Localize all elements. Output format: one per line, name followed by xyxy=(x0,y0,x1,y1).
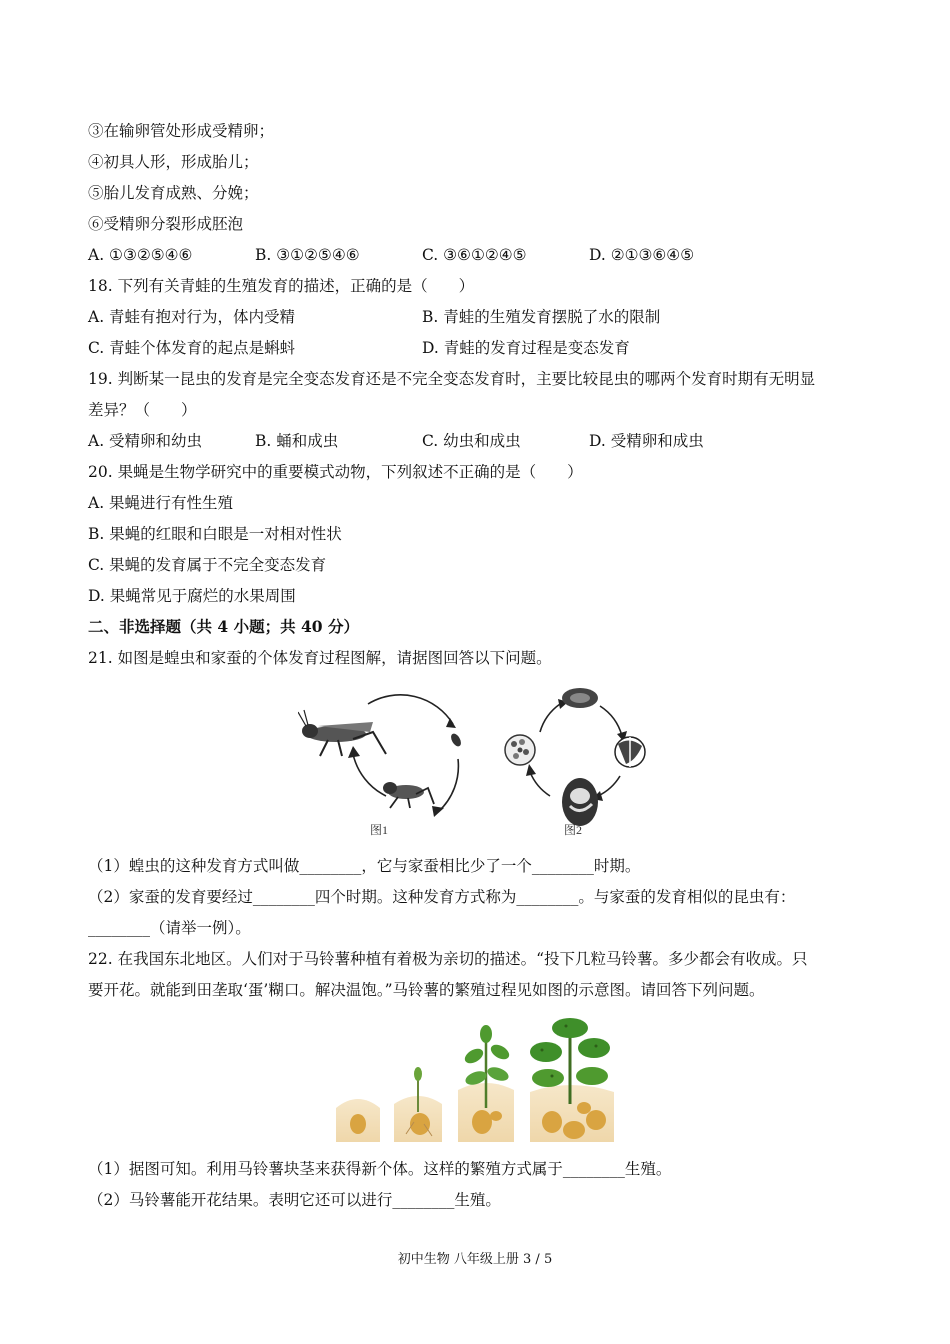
q17-option-a: A. ①③②⑤④⑥ xyxy=(88,246,193,264)
silkworm-life-cycle-figure xyxy=(500,684,650,840)
q19-option-a: A. 受精卵和幼虫 xyxy=(88,432,203,450)
q17-option-b: B. ③①②⑤④⑥ xyxy=(255,246,360,264)
q19-stem-line2: 差异？（ ） xyxy=(88,401,197,419)
potato-stage-4 xyxy=(530,1018,614,1142)
potato-stage-3 xyxy=(458,1025,514,1142)
q21-sub-1: （1）蝗虫的这种发育方式叫做________，它与家蚕相比少了一个________时期。 xyxy=(88,857,641,875)
q18-option-b: B. 青蛙的生殖发育摆脱了水的限制 xyxy=(422,308,661,326)
section-2-heading: 二、非选择题（共 4 小题；共 40 分） xyxy=(88,617,359,636)
q18-options-row1 xyxy=(88,307,848,327)
q17-item-5: ⑤胎儿发育成熟、分娩； xyxy=(88,184,259,202)
q17-option-c: C. ③⑥①②④⑤ xyxy=(422,246,527,264)
q22-stem-line2: 要开花。就能到田垄取‘蛋’糊口。解决温饱。”马铃薯的繁殖过程见如图的示意图。请回答下列问题。 xyxy=(88,981,765,999)
page-footer: 初中生物 八年级上册 3 / 5 xyxy=(397,1252,553,1267)
q20-option-d: D. 果蝇常见于腐烂的水果周围 xyxy=(88,587,296,605)
silkworm-eggs-icon xyxy=(615,737,645,767)
q20-option-a: A. 果蝇进行有性生殖 xyxy=(88,494,234,512)
q17-item-3: ③在输卵管处形成受精卵； xyxy=(88,122,275,140)
adult-locust-icon xyxy=(298,710,386,756)
q20-stem: 20. 果蝇是生物学研究中的重要模式动物，下列叙述不正确的是（ ） xyxy=(88,463,583,481)
locust-life-cycle-figure xyxy=(298,684,478,840)
q22-stem-line1: 22. 在我国东北地区。人们对于马铃薯种植有着极为亲切的描述。“投下几粒马铃薯。多少都会有收成。只 xyxy=(88,950,808,968)
q19-option-d: D. 受精卵和成虫 xyxy=(589,432,704,450)
nymph-locust-icon xyxy=(383,782,434,808)
silkworm-larva-icon xyxy=(562,778,598,826)
fig2-label: 图2 xyxy=(564,823,583,837)
q19-stem-line1: 19. 判断某一昆虫的发育是完全变态发育还是不完全变态发育时，主要比较昆虫的哪两个发育时期有无明显 xyxy=(88,370,816,388)
q18-option-c: C. 青蛙个体发育的起点是蝌蚪 xyxy=(88,339,296,357)
q19-option-b: B. 蛹和成虫 xyxy=(255,432,339,450)
q17-item-4: ④初具人形，形成胎儿； xyxy=(88,153,259,171)
q22-sub-1: （1）据图可知。利用马铃薯块茎来获得新个体。这样的繁殖方式属于________生殖。 xyxy=(88,1160,672,1178)
q18-option-d: D. 青蛙的发育过程是变态发育 xyxy=(422,339,630,357)
q17-option-d: D. ②①③⑥④⑤ xyxy=(589,246,695,264)
q21-sub-2-line1: （2）家蚕的发育要经过________四个时期。这种发育方式称为________。与家蚕的发育相似的昆虫有： xyxy=(88,888,796,906)
silkworm-moth-icon xyxy=(562,688,598,708)
q17-options xyxy=(88,245,848,265)
potato-stage-2 xyxy=(394,1067,442,1142)
q18-option-a: A. 青蛙有抱对行为，体内受精 xyxy=(88,308,296,326)
potato-reproduction-figure xyxy=(334,1012,624,1148)
q20-option-c: C. 果蝇的发育属于不完全变态发育 xyxy=(88,556,327,574)
fig1-label: 图1 xyxy=(370,823,389,837)
potato-stage-1 xyxy=(336,1099,380,1142)
q21-stem: 21. 如图是蝗虫和家蚕的个体发育过程图解，请据图回答以下问题。 xyxy=(88,649,552,667)
q21-sub-2-line2: ________（请举一例）。 xyxy=(88,919,251,937)
q20-option-b: B. 果蝇的红眼和白眼是一对相对性状 xyxy=(88,525,342,543)
silkworm-cocoon-icon xyxy=(505,735,535,765)
q17-item-6: ⑥受精卵分裂形成胚泡 xyxy=(88,215,244,233)
q22-sub-2: （2）马铃薯能开花结果。表明它还可以进行________生殖。 xyxy=(88,1191,501,1209)
q19-options xyxy=(88,431,848,451)
q18-stem: 18. 下列有关青蛙的生殖发育的描述，正确的是（ ） xyxy=(88,277,475,295)
q18-options-row2 xyxy=(88,338,848,358)
q19-option-c: C. 幼虫和成虫 xyxy=(422,432,521,450)
